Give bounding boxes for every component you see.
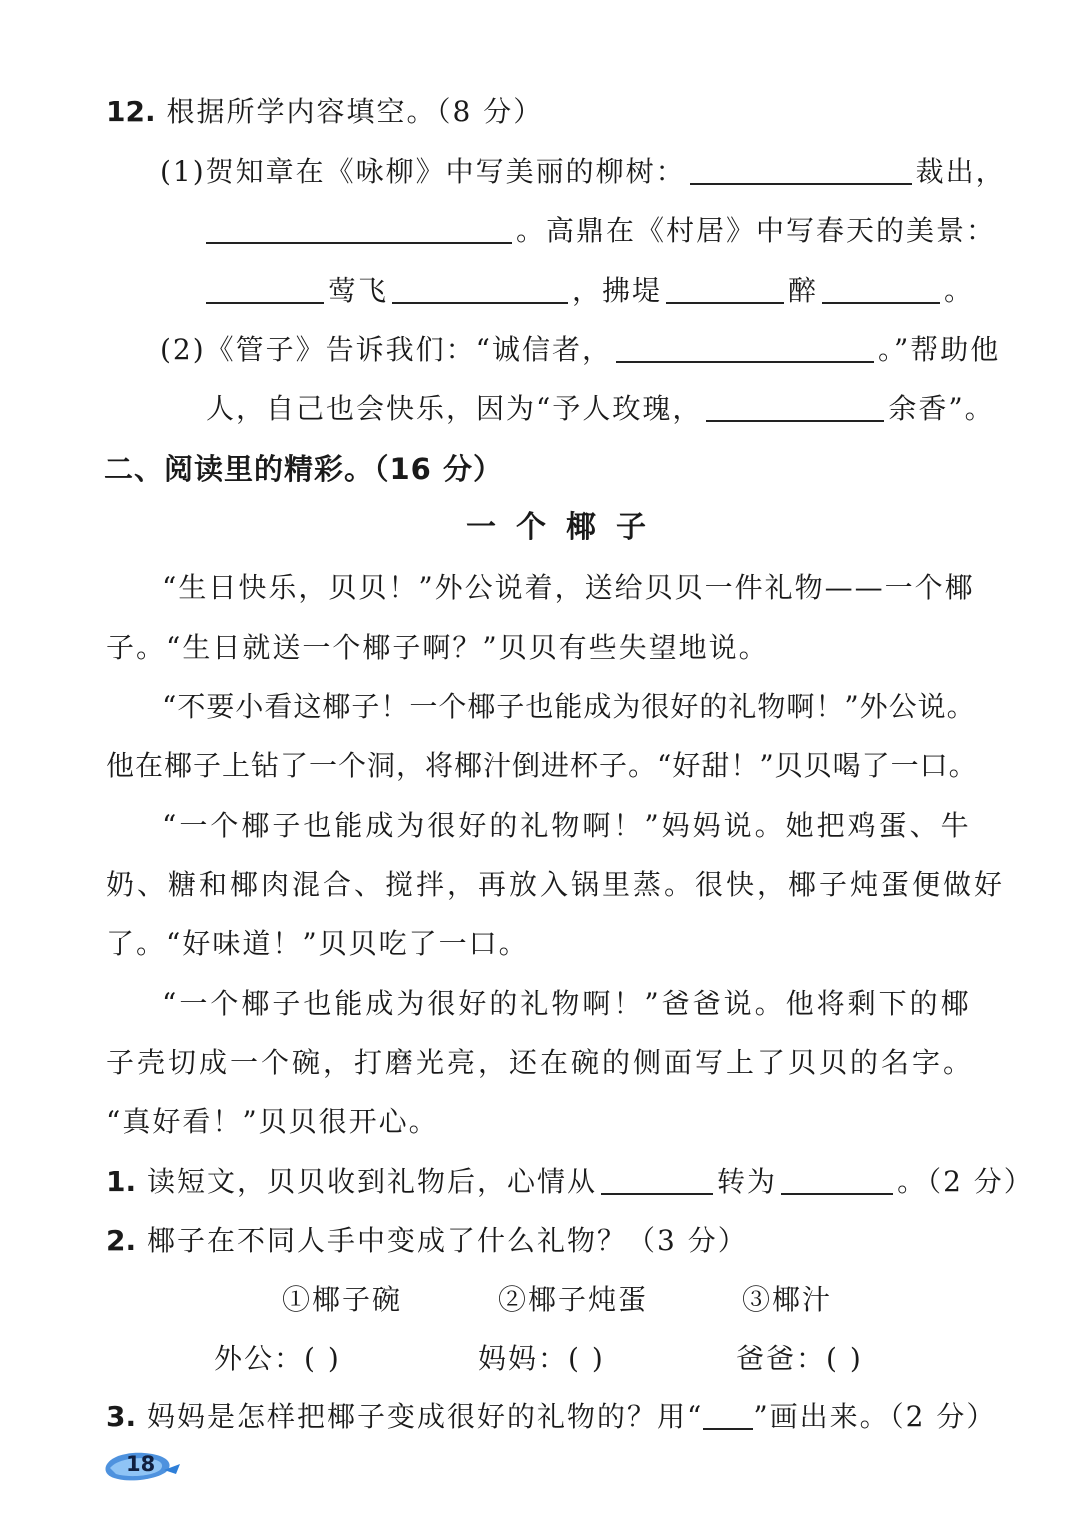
question-text: 椰子在不同人手中变成了什么礼物？（3 分）	[147, 1224, 748, 1257]
q12-part1-line3	[206, 271, 974, 311]
q12-part1-text: 莺飞	[328, 274, 389, 307]
q12-part1-text: 。高鼎在《村居》中写春天的美景：	[516, 214, 997, 247]
fill-blank[interactable]	[666, 274, 784, 304]
question-text: 转为	[717, 1165, 778, 1198]
option-item: ①椰子碗	[282, 1283, 403, 1316]
fill-blank[interactable]	[392, 274, 568, 304]
question-text: 。（2 分）	[897, 1165, 1034, 1198]
q12-part1-text: ，拂堤	[572, 274, 663, 307]
question-text: 读短文，贝贝收到礼物后，心情从	[147, 1165, 598, 1198]
fill-blank[interactable]	[616, 333, 874, 363]
question-text: 妈妈是怎样把椰子变成很好的礼物的？用“	[147, 1400, 704, 1433]
q12-number: 12.	[106, 95, 156, 128]
q12-part2-text: 人，自己也会快乐，因为“予人玫瑰，	[206, 392, 703, 425]
q12-heading	[106, 92, 543, 132]
passage-line: 奶、糖和椰肉混合、搅拌，再放入锅里蒸。很快，椰子炖蛋便做好	[106, 868, 1006, 901]
passage-line: 他在椰子上钻了一个洞，将椰汁倒进杯子。“好甜！”贝贝喝了一口。	[106, 749, 978, 782]
q12-prompt: 根据所学内容填空。（8 分）	[166, 95, 544, 128]
option-item: ③椰汁	[742, 1283, 833, 1316]
fill-blank[interactable]	[690, 155, 912, 185]
answer-slot[interactable]: 外公：( )	[214, 1342, 341, 1375]
q12-part1-text: 裁出，	[915, 155, 1006, 188]
q12-part2-prefix: (2)《管子》告诉我们：“诚信者，	[160, 333, 612, 366]
option-item: ②椰子炖蛋	[498, 1283, 649, 1316]
fill-blank[interactable]	[206, 214, 512, 244]
passage-line: “一个椰子也能成为很好的礼物啊！”妈妈说。她把鸡蛋、牛	[162, 809, 972, 842]
page-number-badge	[102, 1446, 192, 1488]
passage-line: 子。“生日就送一个椰子啊？”贝贝有些失望地说。	[106, 631, 769, 664]
passage-line: “生日快乐，贝贝！”外公说着，送给贝贝一件礼物——一个椰	[162, 571, 975, 604]
fill-blank[interactable]	[601, 1165, 713, 1195]
passage-line: “不要小看这椰子！一个椰子也能成为很好的礼物啊！”外公说。	[162, 690, 976, 723]
passage-line: 子壳切成一个碗，打磨光亮，还在碗的侧面写上了贝贝的名字。	[106, 1046, 975, 1079]
question-text: ”画出来。（2 分）	[753, 1400, 997, 1433]
underline-sample	[703, 1400, 753, 1430]
fill-blank[interactable]	[206, 274, 324, 304]
passage-line: 了。“好味道！”贝贝吃了一口。	[106, 927, 529, 960]
q12-part2-line2	[206, 389, 995, 429]
q12-part2-text: 。”帮助他	[877, 333, 1001, 366]
fill-blank[interactable]	[781, 1165, 893, 1195]
q12-part2-line1	[160, 330, 1000, 370]
passage-line: “一个椰子也能成为很好的礼物啊！”爸爸说。他将剩下的椰	[162, 987, 972, 1020]
q12-part1-prefix: (1)贺知章在《咏柳》中写美丽的柳树：	[160, 155, 686, 188]
fill-blank[interactable]	[822, 274, 940, 304]
q12-part1-line2	[206, 211, 996, 251]
fill-blank[interactable]	[706, 392, 884, 422]
page-number: 18	[126, 1452, 156, 1476]
question-2	[106, 1221, 748, 1261]
q12-part2-text: 余香”。	[888, 392, 995, 425]
question-number: 1.	[106, 1165, 137, 1198]
question-number: 3.	[106, 1400, 137, 1433]
answer-slot[interactable]: 爸爸：( )	[736, 1342, 863, 1375]
q12-part1-line1	[160, 152, 1006, 192]
passage-title: 一个椰子	[466, 510, 666, 545]
section-heading: 二、阅读里的精彩。（16 分）	[104, 452, 503, 486]
question-1	[106, 1162, 1034, 1202]
question-3	[106, 1397, 996, 1437]
answer-slot[interactable]: 妈妈：( )	[478, 1342, 605, 1375]
q12-part1-text: 醉	[788, 274, 819, 307]
passage-line: “真好看！”贝贝很开心。	[106, 1105, 439, 1138]
q12-part1-text: 。	[944, 274, 975, 307]
question-number: 2.	[106, 1224, 137, 1257]
